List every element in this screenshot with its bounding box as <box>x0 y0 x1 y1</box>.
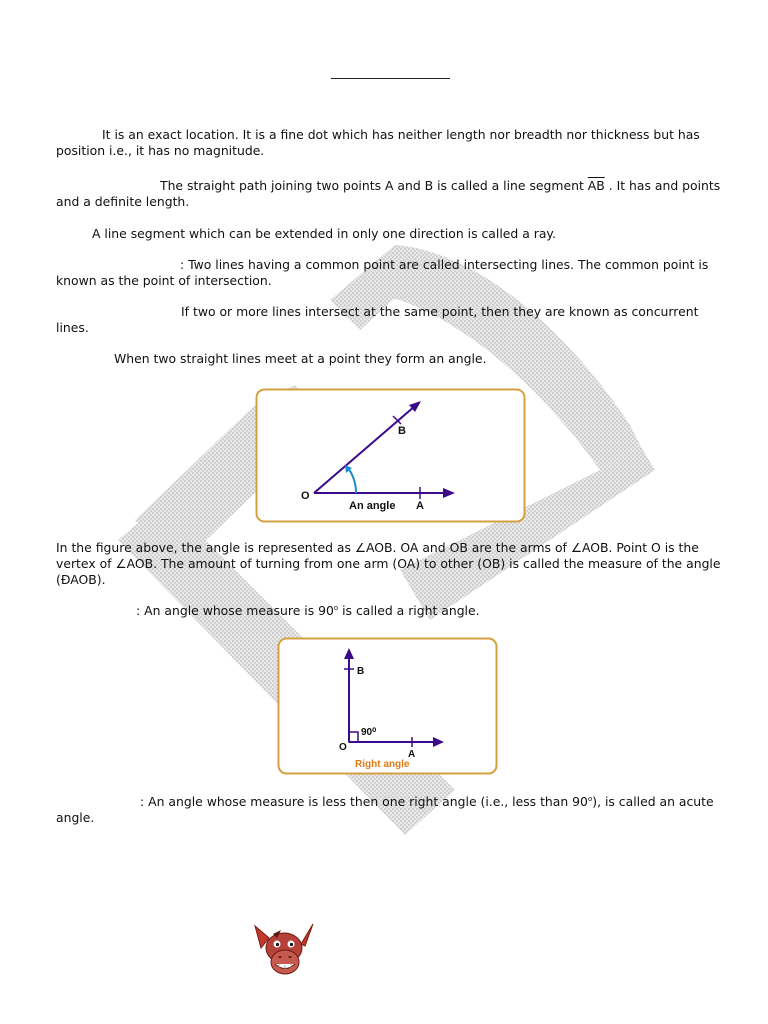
concurrent-lines-paragraph <box>56 304 726 336</box>
line-segment-notation: $\overline{AB}$ <box>587 178 605 193</box>
right-angle-caption: Right angle <box>355 759 410 770</box>
point-b-label: B <box>398 425 406 437</box>
angle-paragraph <box>56 351 726 367</box>
angle-explanation-text: In the figure above, the angle is represented as ∠AOB. OA and OB are the arms of ∠AOB. Point O is the vertex of ∠AOB. The amount of turning from one arm (OA) to other (OB) is called the measure of the angle (ÐAOB). <box>56 540 721 587</box>
ray-paragraph <box>56 226 726 242</box>
point-a-right-label: A <box>408 749 416 760</box>
point-paragraph <box>56 127 726 159</box>
right-angle-paragraph <box>56 603 726 619</box>
point-text: It is an exact location. It is a fine dot which has neither length nor breadth nor thickness but has position i.e., it has no magnitude. <box>56 127 700 158</box>
acute-angle-paragraph <box>56 794 726 826</box>
intersecting-lines-text: : Two lines having a common point are called intersecting lines. The common point is known as the point of intersection. <box>56 257 709 288</box>
vertex-o-right-label: O <box>339 742 347 753</box>
line-segment-text-end: . It has and points and a definite length. <box>56 178 721 209</box>
line-segment-paragraph <box>56 178 726 210</box>
acute-angle-degree-sup: o <box>587 794 593 803</box>
ray-text: A line segment which can be extended in only one direction is called a ray. <box>92 226 556 241</box>
point-b-right-label: B <box>357 666 365 677</box>
right-angle-degree-sup: o <box>333 603 339 612</box>
angle-text: When two straight lines meet at a point they form an angle. <box>114 351 487 366</box>
intersecting-lines-paragraph <box>56 257 726 289</box>
right-angle-figure-border <box>279 639 497 774</box>
right-angle-figure <box>277 637 499 776</box>
right-angle-text-end: is called a right angle. <box>338 603 480 618</box>
angle-explanation-paragraph <box>56 540 726 588</box>
right-angle-text: : An angle whose measure is 90 <box>136 603 334 618</box>
point-a-label: A <box>416 500 424 512</box>
acute-angle-text: : An angle whose measure is less then one right angle (i.e., less than 90 <box>140 794 588 809</box>
concurrent-lines-text: If two or more lines intersect at the same point, then they are known as concurrent lines. <box>56 304 699 335</box>
ninety-degree-label: 90⁰ <box>361 727 377 738</box>
angle-figure <box>255 388 527 524</box>
vertex-o-label: O <box>301 490 310 502</box>
donkey-mascot-icon <box>253 918 315 978</box>
title-underline <box>331 78 450 79</box>
line-segment-text: The straight path joining two points A and B is called a line segment <box>160 178 584 193</box>
acute-angle-text-end: ), is called an acute angle. <box>56 794 714 825</box>
angle-caption: An angle <box>349 500 396 512</box>
